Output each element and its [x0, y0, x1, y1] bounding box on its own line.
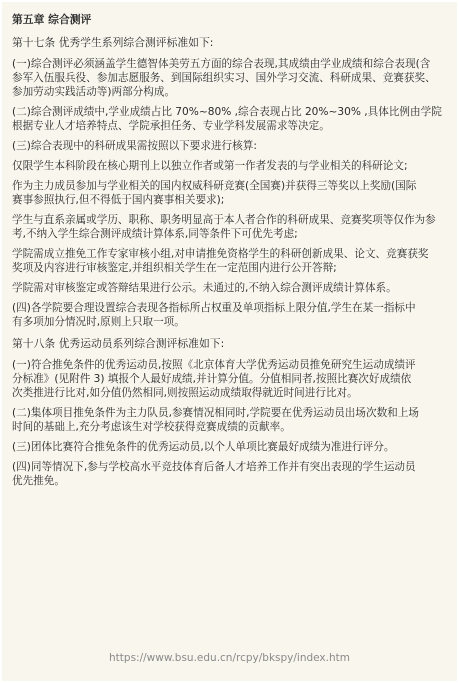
article-17-para-1: [12, 57, 447, 99]
text-line: 奖项及内容进行审核鉴定,并组织相关学生在一定范围内进行公开答辩;: [12, 262, 337, 274]
text-line: (三)团体比赛符合推免条件的优秀运动员,以个人单项比赛最好成绩为准进行评分。: [12, 441, 395, 453]
text-line: 时间的基础上,充分考虑该生对学校获得竞赛成绩的贡献率。: [12, 421, 291, 433]
article-17-para-3: [12, 139, 447, 153]
text-line: 根据专业人才培养特点、学院承担任务、专业学科发展需求等决定。: [12, 120, 330, 132]
text-line: 有多项加分情况时,原则上只取一项。: [12, 316, 185, 328]
text-line: 仅限学生本科阶段在核心期刊上以独立作者或第一作者发表的与学业相关的科研论文;: [12, 160, 408, 172]
article-18-para-3: [12, 440, 447, 454]
text-line: 学院需成立推免工作专家审核小组,对申请推免资格学生的科研创新成果、论文、竞赛获奖: [12, 248, 429, 260]
article-18-para-4: [12, 460, 447, 488]
article-17-para-5: [12, 179, 447, 207]
article-18-para-2: [12, 406, 447, 434]
text-line: 赛事参照执行,但不得低于国内赛事相关要求);: [12, 194, 225, 206]
text-line: 作为主力成员参加与学业相关的国内权威科研竞赛(全国赛)并获得三等奖以上奖励(国际: [12, 180, 417, 192]
article-17-para-2: [12, 105, 447, 133]
document-page: [2, 2, 457, 681]
article-17-para-8: [12, 281, 447, 295]
text-line: 学院需对审核鉴定或答辩结果进行公示。未通过的,不纳入综合测评成绩计算体系。: [12, 282, 397, 294]
article-17-para-4: [12, 159, 447, 173]
text-line: 参加劳动实践活动等)两部分构成。: [12, 86, 176, 98]
article-17-para-6: [12, 213, 447, 241]
text-line: (四)同等情况下,参与学校高水平竞技体育后备人才培养工作并有突出表现的学生运动员: [12, 461, 416, 473]
article-18-heading: 第十八条 优秀运动员系列综合测评标准如下:: [12, 337, 225, 350]
text-line: 参军入伍服兵役、参加志愿服务、到国际组织实习、国外学习交流、科研成果、竞赛获奖、: [12, 72, 436, 84]
text-line: 分标准》(见附件 3) 填报个人最好成绩,并计算分值。分值相同者,按照比赛次好成绩依: [12, 373, 412, 385]
text-line: (一)符合推免条件的优秀运动员,按照《北京体育大学优秀运动员推免研究生运动成绩评: [12, 359, 416, 371]
source-url: https://www.bsu.edu.cn/rcpy/bkspy/index.htm: [109, 652, 350, 664]
text-line: (三)综合表现中的科研成果需按照以下要求进行核算:: [12, 140, 257, 152]
article-18-para-1: [12, 358, 447, 400]
text-line: 优先推免。: [12, 475, 65, 487]
text-line: 考,不纳入学生综合测评成绩计算体系,同等条件下可优先考虑;: [12, 228, 298, 240]
text-line: (四)各学院要合理设置综合表现各指标所占权重及单项指标上限分值,学生在某一指标中: [12, 302, 416, 314]
article-17-para-9: [12, 301, 447, 329]
text-line: (二)集体项目推免条件为主力队员,参赛情况相同时,学院要在优秀运动员出场次数和上场: [12, 407, 419, 419]
article-17-para-7: [12, 247, 447, 275]
text-line: 学生与直系亲属或学历、职称、职务明显高于本人者合作的科研成果、竞赛奖项等仅作为参: [12, 214, 436, 226]
text-line: (一)综合测评必须涵盖学生德智体美劳五方面的综合表现,其成绩由学业成绩和综合表现(含: [12, 58, 431, 70]
article-17-heading: 第十七条 优秀学生系列综合测评标准如下:: [12, 36, 214, 49]
text-line: 次类推进行比对,如分值仍然相同,则按照运动成绩取得就近时间进行比对。: [12, 387, 358, 399]
chapter-title: 第五章 综合测评: [12, 13, 92, 26]
text-line: (二)综合测评成绩中,学业成绩占比 70%~80% ,综合表现占比 20%~30% ,具体比例由学院: [12, 106, 442, 118]
